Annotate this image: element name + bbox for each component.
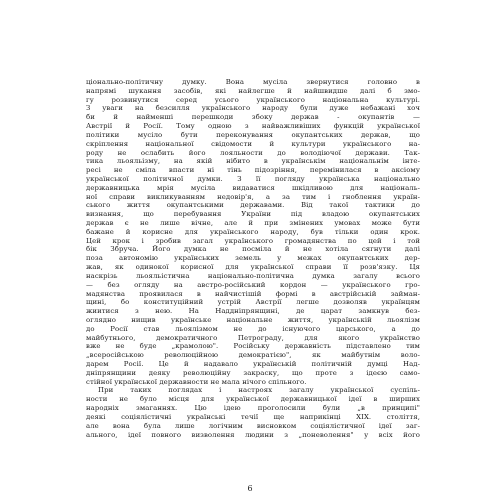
text-line: — без огляду на австро-російський кордон — українського гро- <box>86 280 420 289</box>
text-line: державницька мрія мусіла видаватися шкідливою для національ- <box>86 183 420 192</box>
text-line: Цей крок і зробив загал українського громадянства по цей і той <box>86 236 420 245</box>
text-line: поза автономію українських земель у межах окупантських дер- <box>86 254 420 263</box>
text-line: майбутнього, демократичного Петрограду, для якого українство <box>86 333 420 342</box>
text-line: наскрізь льояльістична національно-політична думка загалу всього <box>86 271 420 280</box>
text-line: дніпрянщини деяку революційну закраску, що проте з ідеєю само- <box>86 368 420 377</box>
text-line: ресі не сміла впасти ні тінь підозріння, перемінилася в аксіому <box>86 166 420 175</box>
text-line: скріплення національної свідомости й культури українського на- <box>86 139 420 148</box>
text-line: З уваги на безсилля українського народу були дуже небажані хоч <box>86 104 420 113</box>
text-line: щині, бо конституційний устрій Австрії легше дозволяв українцям <box>86 298 420 307</box>
text-line: би й найменші перешкоди збоку держав - окупантів — <box>86 113 420 122</box>
text-line: гу розвинутися серед усього українського національна культурі. <box>86 95 420 104</box>
text-line: української політичної думки. З її погляду українська національно <box>86 174 420 183</box>
text-line: народніх змаганнях. Цю ідею проголосили були „в принципі" <box>86 404 420 413</box>
page-number: 6 <box>247 484 253 493</box>
text-line: „всеросійською революційною демократією", як майбутнім воло- <box>86 351 420 360</box>
text-line: ального, ідеї повного визволення людини з „поневолення" у всіх його <box>86 430 420 439</box>
text-line: бажане й корисне для українського народу, був тільки один крок. <box>86 227 420 236</box>
text-line: ної справи викликуванням недовір'я, а за тим і гноблення україн- <box>86 192 420 201</box>
text-line: роду не ослабить його лояльности до володіючої держави. Так- <box>86 148 420 157</box>
text-line: жиитися з нею. На Наддніпрянщині, де царат замкнув без- <box>86 307 420 316</box>
text-line: стійної української державности не мала нічого спільного. <box>86 377 307 386</box>
text-line: вже не буде „крамолою". Російську державність підставлено тим <box>86 342 420 351</box>
text-line: деякі соціялістичні українські течії ще наприкінці XIX. століття, <box>86 412 420 421</box>
text-line: визнання, що перебування України під владою окупантських <box>86 210 420 219</box>
text-line: до Росії став льоялізмом не до існуючого царського, а до <box>86 324 420 333</box>
text-line: політики мусіло бути переконування окупантських держав, що <box>86 130 420 139</box>
text-line: мадянства проявилася в найчистішій формі в австрійській займан- <box>86 289 420 298</box>
text-line: ности не було місця для української державницької ідеї в ширших <box>86 395 420 404</box>
text-line: ського життя окупантськими державами. Від такої тактики до <box>86 201 420 210</box>
text-line: оглядно нищив українське національне життя, українській льоялізм <box>86 315 420 324</box>
text-line: бік Збруча. Його думка не посміла й не хотіла сягнути далі <box>86 245 420 254</box>
text-line: ціонально-політичну думку. Вона мусіла звернутися головно в <box>86 78 420 86</box>
text-line: жав, як одинокої корисної для української справи її розв'язку. Ця <box>86 263 420 272</box>
text-line: тика льояльізму, на якій нібито в українськім національнім інте- <box>86 157 420 166</box>
text-line: При таких поглядах і настроях загалу української суспіль- <box>98 386 420 395</box>
text-line: дарем Росії. Це й надавало українській політичній думці Над- <box>86 360 420 368</box>
body-text <box>86 78 420 439</box>
text-line: Австрії й Росії. Тому одною з найважливіших функцій української <box>86 122 420 131</box>
text-line: держав є не лише вічне, але й при змінених умовах може бути <box>86 219 420 227</box>
text-line: але вона була лише логічним висновком соціялістичної ідеї заг- <box>86 421 420 430</box>
text-line: напрямі шукання засобів, які найлегше й найшвидше далі б змо- <box>86 86 420 95</box>
